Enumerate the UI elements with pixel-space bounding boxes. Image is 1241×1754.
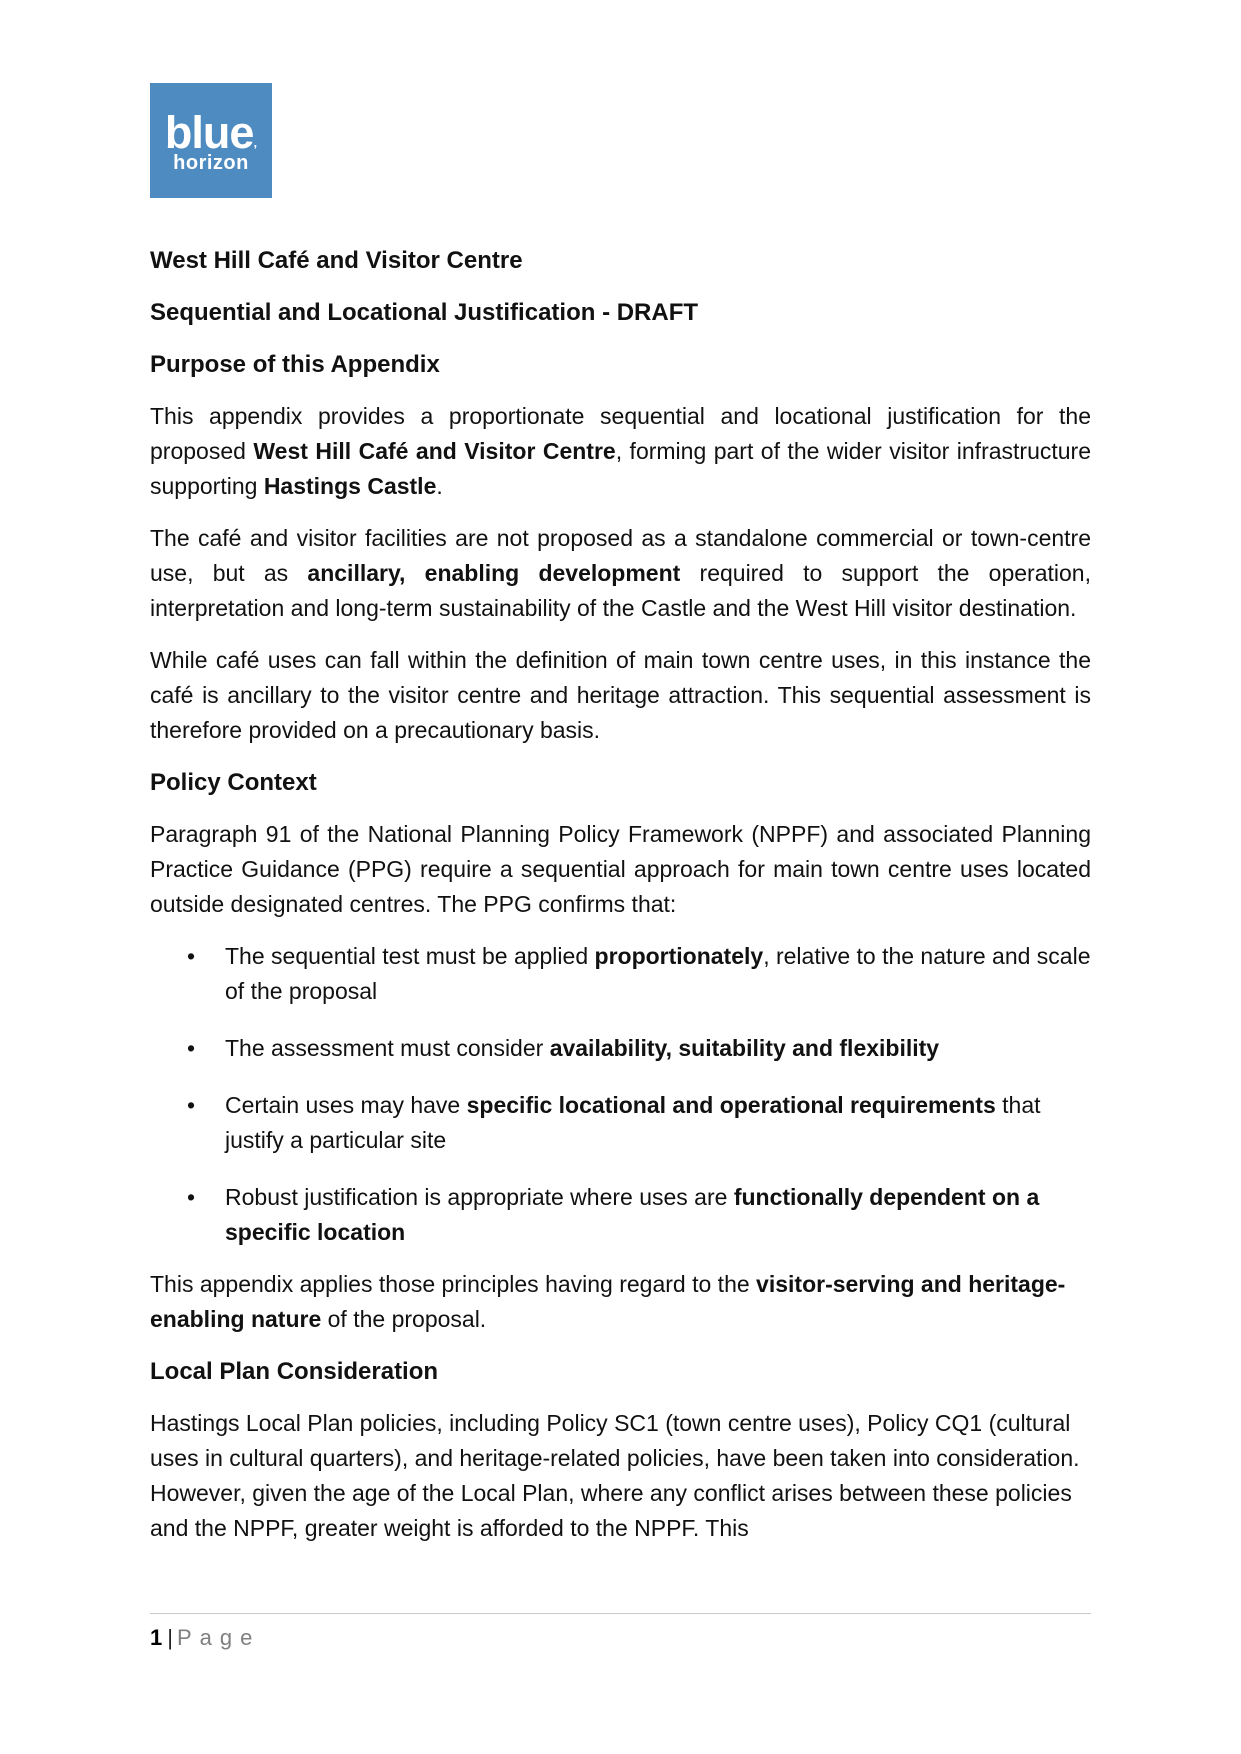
paragraph-policy-context: Paragraph 91 of the National Planning Policy Framework (NPPF) and associated Planning Practice Guidance (PPG) require a sequential approach for main town centre uses located outside designated centres. The PPG confirms that:	[150, 821, 1091, 917]
list-item: • The sequential test must be applied proportionately, relative to the nature and scale of the proposal	[225, 939, 1091, 1009]
paragraph-principles: This appendix applies those principles having regard to the visitor-serving and heritage-enabling nature of the proposal.	[150, 1271, 1066, 1332]
paragraph-purpose-2: The café and visitor facilities are not proposed as a standalone commercial or town-centre use, but as ancillary, enabling development required to support the operation, interpretation and long-term sustainability of the Castle and the West Hill visitor destination.	[150, 525, 1091, 621]
logo-text-blue: blue	[164, 107, 254, 158]
document-content	[150, 0, 1091, 1563]
list-item: • Robust justification is appropriate where uses are functionally dependent on a specific location	[225, 1180, 1091, 1250]
paragraph-purpose-3: While café uses can fall within the definition of main town centre uses, in this instance the café is ancillary to the visitor centre and heritage attraction. This sequential assessment is therefore provided on a precautionary basis.	[150, 647, 1091, 743]
heading-policy-context: Policy Context	[150, 769, 317, 796]
ppg-bullet-list	[150, 939, 1091, 1250]
logo-text-horizon: horizon	[173, 152, 249, 174]
page-footer	[150, 1613, 1091, 1651]
list-item: • The assessment must consider availability, suitability and flexibility	[225, 1031, 1091, 1066]
footer-page-label: Page	[176, 1625, 261, 1650]
footer-divider: |	[167, 1625, 173, 1650]
logo-trademark-tick: ’	[253, 142, 258, 157]
logo-wordmark	[150, 107, 272, 174]
doc-subtitle: Sequential and Locational Justification - DRAFT	[150, 299, 699, 326]
doc-title: West Hill Café and Visitor Centre	[150, 247, 523, 274]
paragraph-purpose-1: This appendix provides a proportionate sequential and locational justification for the proposed West Hill Café and Visitor Centre, forming part of the wider visitor infrastructure supporting Hastings Castle.	[150, 403, 1091, 499]
page-number: 1	[150, 1625, 163, 1650]
blue-horizon-logo	[150, 83, 272, 198]
heading-purpose: Purpose of this Appendix	[150, 351, 440, 378]
heading-local-plan: Local Plan Consideration	[150, 1358, 439, 1385]
logo-line-blue	[150, 107, 272, 158]
list-item: • Certain uses may have specific locational and operational requirements that justify a particular site	[225, 1088, 1091, 1158]
paragraph-local-plan: Hastings Local Plan policies, including Policy SC1 (town centre uses), Policy CQ1 (cultural uses in cultural quarters), and heritage-related policies, have been taken into consideration. However, given the age of the Local Plan, where any conflict arises between these policies and the NPPF, greater weight is afforded to the NPPF. This	[150, 1410, 1080, 1541]
